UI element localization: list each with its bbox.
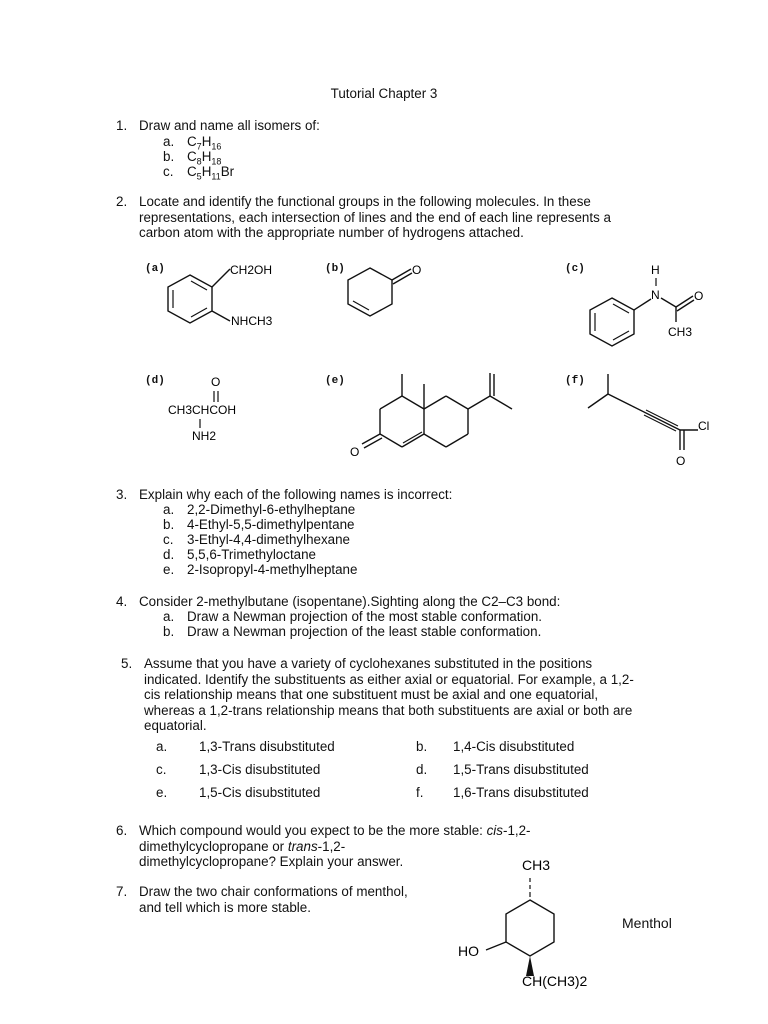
n-label: N — [651, 288, 660, 302]
isopropyl-label: CH(CH3)2 — [522, 973, 588, 989]
molecule-label-f: (f) — [565, 375, 585, 387]
question-text-line: and tell which is more stable. — [139, 899, 311, 915]
q3-item — [163, 532, 350, 548]
question-text: Consider 2-methylbutane (isopentane).Sighting along the C2–C3 bond: — [139, 594, 561, 609]
item-text: 2-Isopropyl-4-methylheptane — [187, 562, 358, 577]
item-letter: d. — [163, 547, 175, 562]
q3-item — [163, 562, 357, 578]
item-text: Draw a Newman projection of the most stable conformation. — [187, 609, 543, 624]
molecule-label-d: (d) — [145, 375, 165, 387]
molecule-label-a: (a) — [145, 263, 165, 275]
ch2oh-label: CH2OH — [230, 263, 273, 277]
item-text: 1,3-Cis disubstituted — [199, 762, 321, 777]
question-4 — [116, 594, 676, 610]
question-text-line — [139, 823, 576, 839]
ch3-label — [522, 857, 550, 873]
item-letter: b. — [163, 624, 175, 639]
question-2 — [116, 194, 676, 241]
h-label: H — [651, 263, 660, 277]
molecule-d-structure — [160, 372, 270, 452]
molecule-b-structure — [335, 255, 435, 335]
question-number: 5. — [121, 656, 133, 671]
molecule-a-structure — [160, 255, 290, 335]
item-letter: c. — [163, 532, 174, 547]
carbonyl-o-label: O — [676, 454, 686, 468]
item-letter: e. — [163, 562, 175, 577]
question-text-line: equatorial. — [144, 718, 207, 733]
o-label: O — [694, 289, 704, 303]
text-part: -1,2- — [502, 823, 531, 838]
q1-item — [163, 164, 234, 185]
item-letter: e. — [156, 785, 168, 800]
item-letter: a. — [163, 502, 175, 517]
nhch3-label: NHCH3 — [231, 314, 273, 328]
question-text-line: representations, each intersection of lines and the end of each line represents a — [139, 209, 611, 225]
question-number: 3. — [116, 487, 128, 502]
item-text: 2,2-Dimethyl-6-ethylheptane — [187, 502, 356, 517]
main-chain-label: CH3CHCOH — [168, 403, 237, 417]
item-text: Draw a Newman projection of the least stable conformation. — [187, 624, 542, 639]
question-text-line: Assume that you have a variety of cyclohexanes substituted in the positions — [144, 656, 593, 671]
question-text-line: Draw the two chair conformations of menthol, — [139, 884, 408, 899]
carbonyl-o-label: O — [412, 263, 422, 277]
molecule-label-b: (b) — [325, 263, 345, 275]
question-text: Explain why each of the following names is incorrect: — [139, 487, 453, 502]
text-part: dimethylcyclopropane or — [139, 838, 288, 854]
question-number: 7. — [116, 884, 128, 899]
molecule-label-c: (c) — [565, 263, 585, 275]
cl-label: Cl — [698, 419, 710, 433]
question-text-line: Locate and identify the functional groups in the following molecules. In these — [139, 194, 591, 209]
molecule-e-structure — [340, 368, 540, 463]
formula: $C_8H_{18}$ — [187, 149, 222, 167]
menthol-label: Menthol — [622, 915, 672, 931]
item-letter: b. — [163, 149, 175, 164]
question-text-line: whereas a 1,2-trans relationship means that both substituents are axial or both are — [144, 702, 633, 718]
item-text: 1,4-Cis disubstituted — [453, 739, 575, 754]
item-letter: a. — [163, 134, 175, 149]
item-text: 1,6-Trans disubstituted — [453, 785, 589, 800]
question-number: 4. — [116, 594, 128, 609]
item-letter: b. — [416, 739, 428, 754]
item-text: 1,3-Trans disubstituted — [199, 739, 335, 754]
item-text: 1,5-Trans disubstituted — [453, 762, 589, 777]
q4-item — [163, 609, 542, 625]
item-letter: b. — [163, 517, 175, 532]
o-label: O — [211, 375, 221, 389]
q3-item — [163, 547, 316, 563]
formula: $C_7H_{16}$ — [187, 134, 222, 152]
text-part: -1,2- — [317, 838, 346, 854]
question-3 — [116, 487, 676, 503]
ho-label: HO — [458, 943, 479, 959]
question-text-line: indicated. Identify the substituents as either axial or equatorial. For example, a 1,2- — [144, 671, 634, 687]
item-letter: c. — [163, 164, 174, 179]
question-7 — [116, 884, 456, 915]
question-number: 2. — [116, 194, 128, 209]
menthol-structure — [450, 852, 620, 992]
q3-item — [163, 517, 354, 533]
molecule-c-structure — [580, 258, 720, 348]
nh2-label: NH2 — [192, 429, 217, 443]
question-text: Draw and name all isomers of: — [139, 118, 320, 133]
question-text-line: carbon atom with the appropriate number of hydrogens attached. — [139, 225, 524, 240]
item-letter: f. — [416, 785, 424, 800]
carbonyl-o-label: O — [350, 445, 360, 459]
emphasis-cis: cis — [486, 823, 503, 838]
question-5 — [121, 656, 681, 734]
emphasis-trans: trans — [287, 838, 318, 854]
molecule-label-e: (e) — [325, 375, 345, 387]
question-number: 6. — [116, 823, 128, 838]
molecule-f-structure — [580, 368, 730, 468]
question-text-line: dimethylcyclopropane? Explain your answer. — [139, 854, 404, 869]
ch3-text: CH3 — [522, 857, 551, 873]
item-text: 3-Ethyl-4,4-dimethylhexane — [187, 532, 351, 547]
question-1 — [116, 118, 676, 134]
page-title: Tutorial Chapter 3 — [330, 86, 438, 101]
item-letter: a. — [163, 609, 175, 624]
question-number: 1. — [116, 118, 128, 133]
item-letter: a. — [156, 739, 168, 754]
item-text: 4-Ethyl-5,5-dimethylpentane — [187, 517, 355, 532]
formula: $C_5H_{11}Br$ — [187, 164, 235, 182]
q3-item — [163, 502, 355, 518]
item-letter: d. — [416, 762, 428, 777]
ch3-label: CH3 — [668, 325, 693, 339]
item-text: 1,5-Cis disubstituted — [199, 785, 321, 800]
question-text-line: cis relationship means that one substituent must be axial and one equatorial, — [144, 687, 599, 702]
text-part: Which compound would you expect to be the more stable: — [139, 823, 487, 838]
item-text: 5,5,6-Trimethyloctane — [187, 547, 317, 562]
item-letter: c. — [156, 762, 167, 777]
q4-item — [163, 624, 541, 640]
